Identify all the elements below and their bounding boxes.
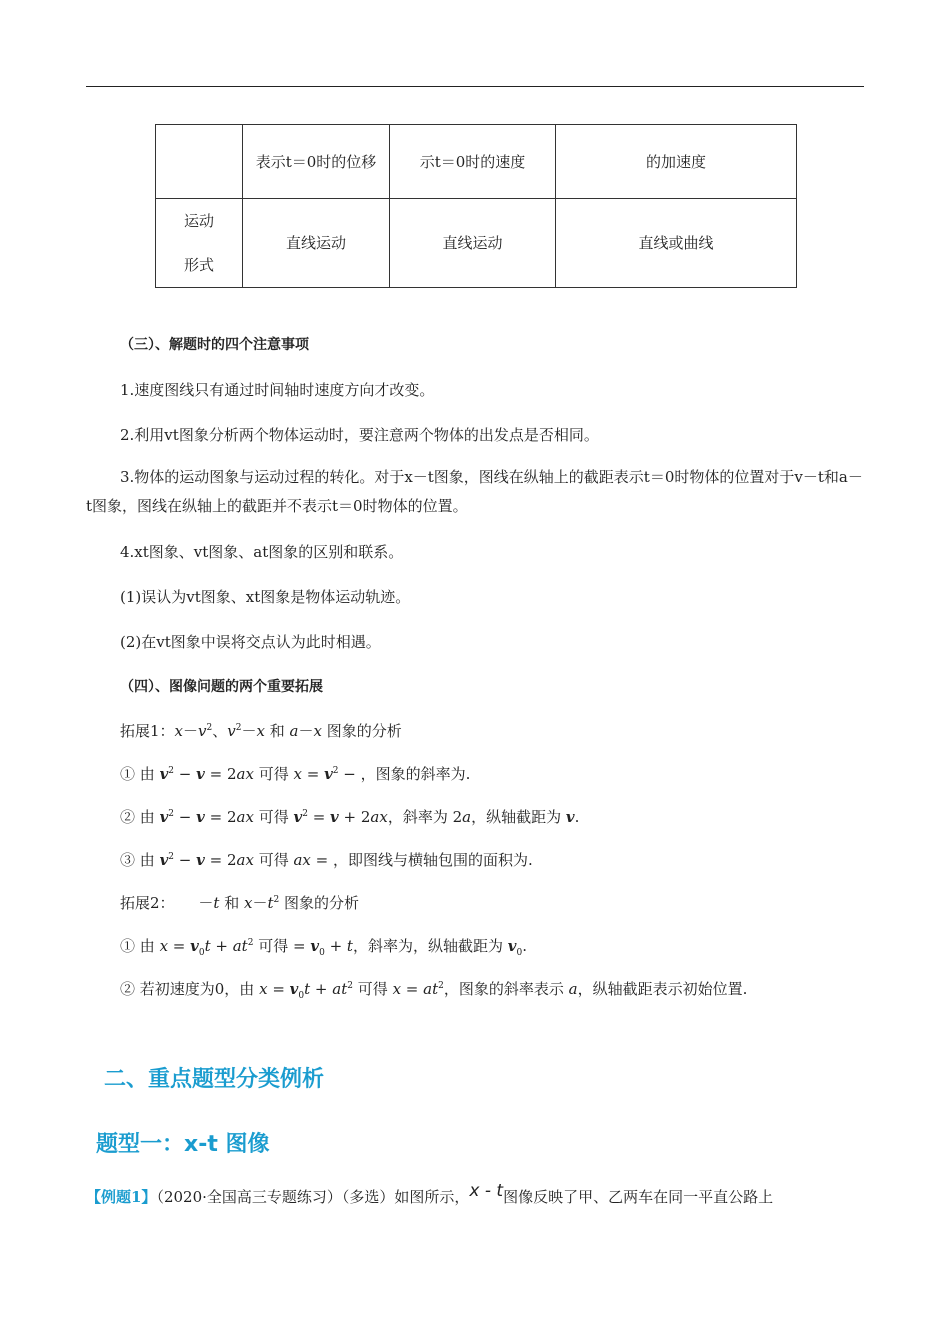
extension-item: ② 由 $v^2 - v = 2ax$ 可得 $v^2 = v + 2ax$，斜率为 2a，纵轴截距为 v. (120, 808, 580, 826)
paragraph: 3.物体的运动图象与运动过程的转化。对于x－t图象，图线在纵轴上的截距表示t＝0时物体的位置对于v－t和a－t图象，图线在纵轴上的截距并不表示t＝0时物体的位置。 (86, 468, 863, 515)
example-1 (86, 1181, 774, 1207)
example-text: 图像反映了甲、乙两车在同一平直公路上 (503, 1188, 774, 1206)
paragraph: (1)误认为vt图象、xt图象是物体运动轨迹。 (120, 588, 411, 606)
table-cell-row-label (156, 199, 243, 288)
table-row (156, 199, 797, 288)
paragraph: 4.xt图象、vt图象、at图象的区别和联系。 (120, 543, 404, 561)
extension-2-title: 拓展2： －t 和 $x-t^2$ 图象的分析 (120, 894, 360, 912)
row-label-line: 运动 (183, 212, 214, 230)
extension-1-title: 拓展1：$x-v^2$、$v^2-x$ 和 a－x 图象的分析 (120, 722, 402, 740)
table-cell: 的加速度 (556, 125, 797, 199)
extension-item: ① 由 $v^2 - v = 2ax$ 可得 $x = v^2$ − ，图象的斜率为. (120, 765, 471, 783)
table-cell: 示t＝0时的速度 (390, 125, 556, 199)
section-heading: （三）、解题时的四个注意事项 (120, 337, 309, 353)
section-heading: （四）、图像问题的两个重要拓展 (120, 679, 323, 695)
table-cell: 直线或曲线 (556, 199, 797, 288)
row-label-line: 形式 (183, 256, 214, 274)
table-cell: 直线运动 (243, 199, 390, 288)
example-tag: 【例题1】 (86, 1188, 157, 1206)
xt-formula: x - t (469, 1181, 504, 1201)
paragraph: 1.速度图线只有通过时间轴时速度方向才改变。 (120, 381, 435, 399)
extension-item: ③ 由 $v^2 - v = 2ax$ 可得 ax = ，即图线与横轴包围的面积为. (120, 851, 533, 869)
section-title: 二、重点题型分类例析 (104, 1067, 325, 1092)
paragraph: 2.利用vt图象分析两个物体运动时，要注意两个物体的出发点是否相同。 (120, 426, 599, 444)
paragraph: (2)在vt图象中误将交点认为此时相遇。 (120, 633, 381, 651)
question-type-title: 题型一：x-t 图像 (96, 1132, 270, 1157)
table-cell (156, 125, 243, 199)
extension-item: ② 若初速度为0，由 $x = v_0t + at^2$ 可得 $x = at^2$，图象的斜率表示 a，纵轴截距表示初始位置. (120, 980, 748, 1001)
table-cell: 直线运动 (390, 199, 556, 288)
header-rule (86, 86, 864, 87)
extension-item: ① 由 $x = v_0t + at^2$ 可得 = $v_0 + t$，斜率为，纵轴截距为 $v_0$. (120, 937, 527, 958)
example-text: （2020·全国高三专题练习）（多选）如图所示， (156, 1188, 470, 1206)
table-row (156, 125, 797, 199)
comparison-table (155, 124, 797, 288)
table-cell: 表示t＝0时的位移 (243, 125, 390, 199)
